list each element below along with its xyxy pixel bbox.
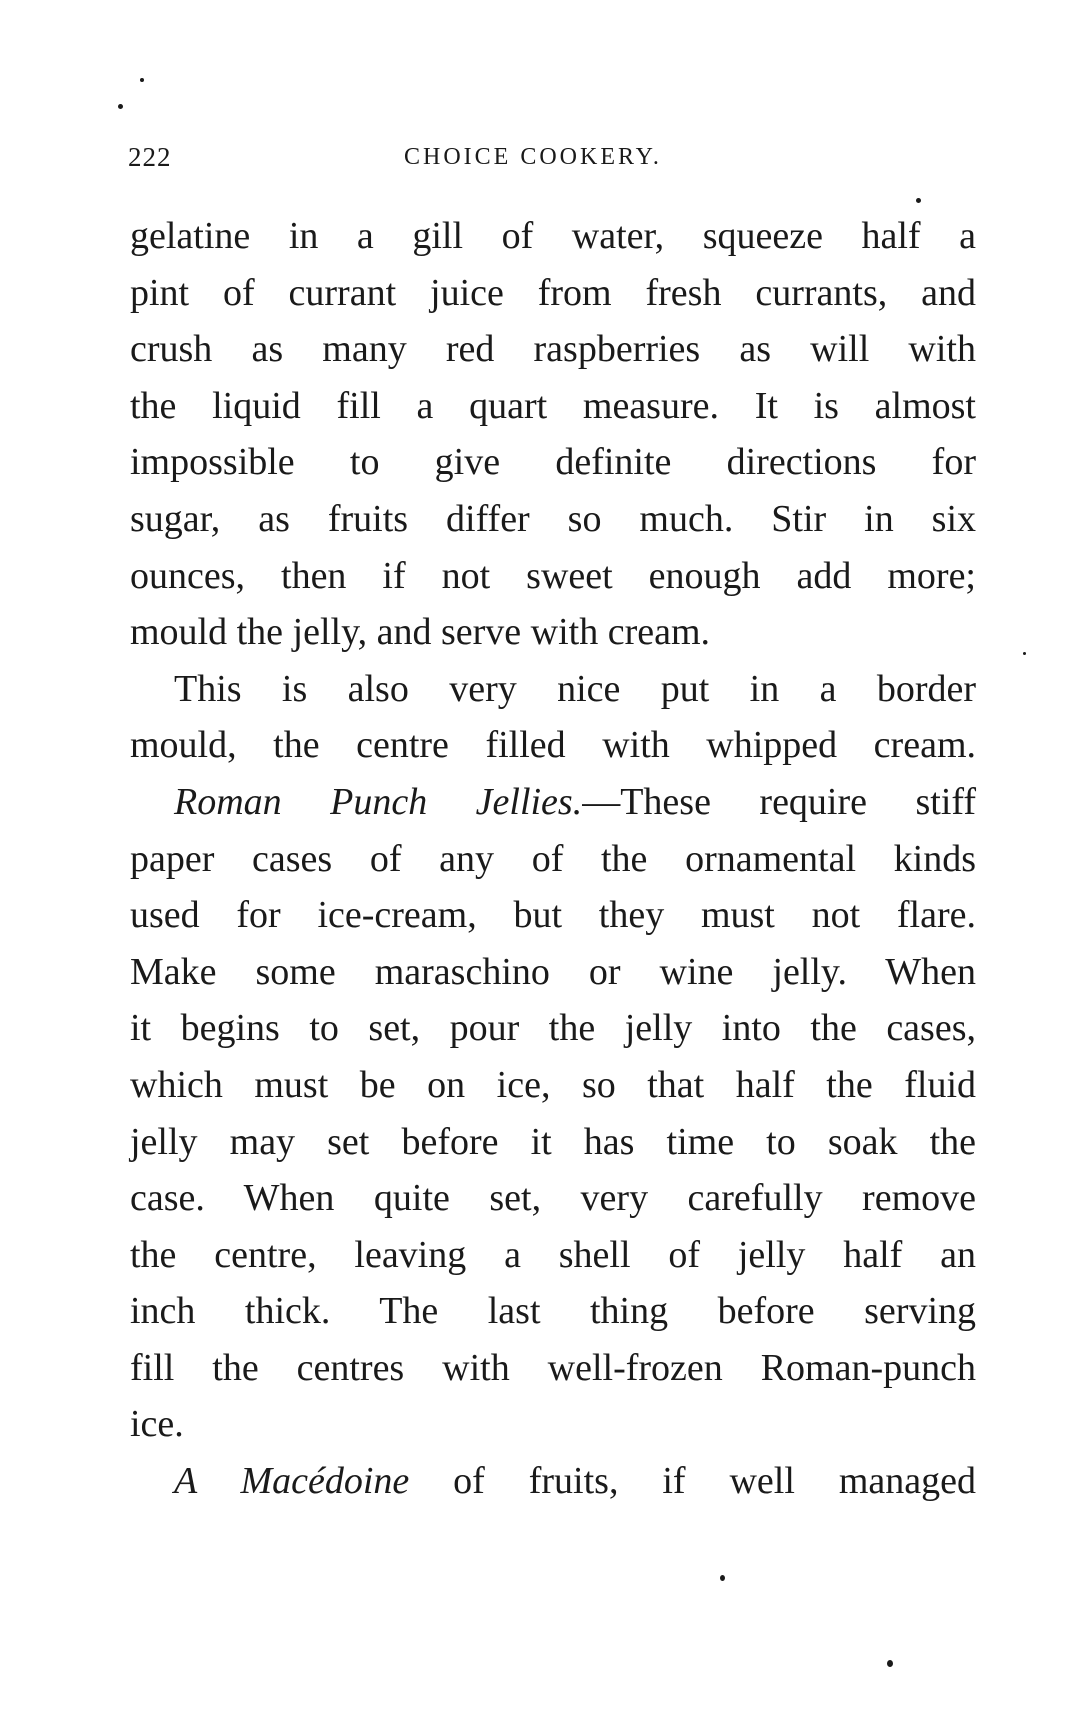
text-line: used for ice-cream, but they must not flare. [130,894,976,937]
text-line: sugar, as fruits differ so much. Stir in six [130,497,976,540]
text-line: impossible to give definite directions for [130,441,976,484]
text-line: ounces, then if not sweet enough add more; [130,554,976,597]
text-line: Make some maraschino or wine jelly. When [130,950,976,993]
recipe-heading-line [130,774,976,831]
text-line: gelatine in a gill of water, squeeze half a [130,215,976,257]
body-text [130,208,976,1510]
text-line: ice. [130,1403,184,1446]
scan-speck [720,1575,725,1581]
scan-speck [118,104,123,109]
scan-speck [1023,652,1026,655]
scan-speck [140,78,144,82]
text-line: the liquid fill a quart measure. It is almost [130,384,976,427]
page-number: 222 [128,142,172,172]
text-line: mould, the centre filled with whipped cream. [130,724,976,767]
text-line: the centre, leaving a shell of jelly half an [130,1233,976,1276]
text-line: mould the jelly, and serve with cream. [130,611,711,654]
scan-speck [887,1660,893,1667]
text-line: pint of currant juice from fresh currants, and [130,271,976,314]
text-line: inch thick. The last thing before serving [130,1290,976,1333]
text-line: paper cases of any of the ornamental kinds [130,837,976,880]
scan-speck [916,198,921,203]
text-line: which must be on ice, so that half the fluid [130,1063,976,1106]
text-line: it begins to set, pour the jelly into the cases, [130,1007,976,1050]
heading-line-rest: of fruits, if well managed [409,1460,976,1503]
text-line: crush as many red raspberries as will with [130,328,976,371]
text-line: This is also very nice put in a border [174,667,976,710]
text-line: case. When quite set, very carefully remove [130,1177,976,1220]
recipe-heading: Roman Punch Jellies. [174,780,583,823]
text-line: jelly may set before it has time to soak the [130,1120,976,1163]
running-title: CHOICE COOKERY. [404,144,662,170]
recipe-heading-line [130,1453,976,1510]
heading-line-rest: —These require stiff [582,780,976,823]
text-line: fill the centres with well-frozen Roman-punch [130,1346,976,1389]
page-header [128,142,978,182]
recipe-heading: A Macédoine [174,1460,410,1503]
